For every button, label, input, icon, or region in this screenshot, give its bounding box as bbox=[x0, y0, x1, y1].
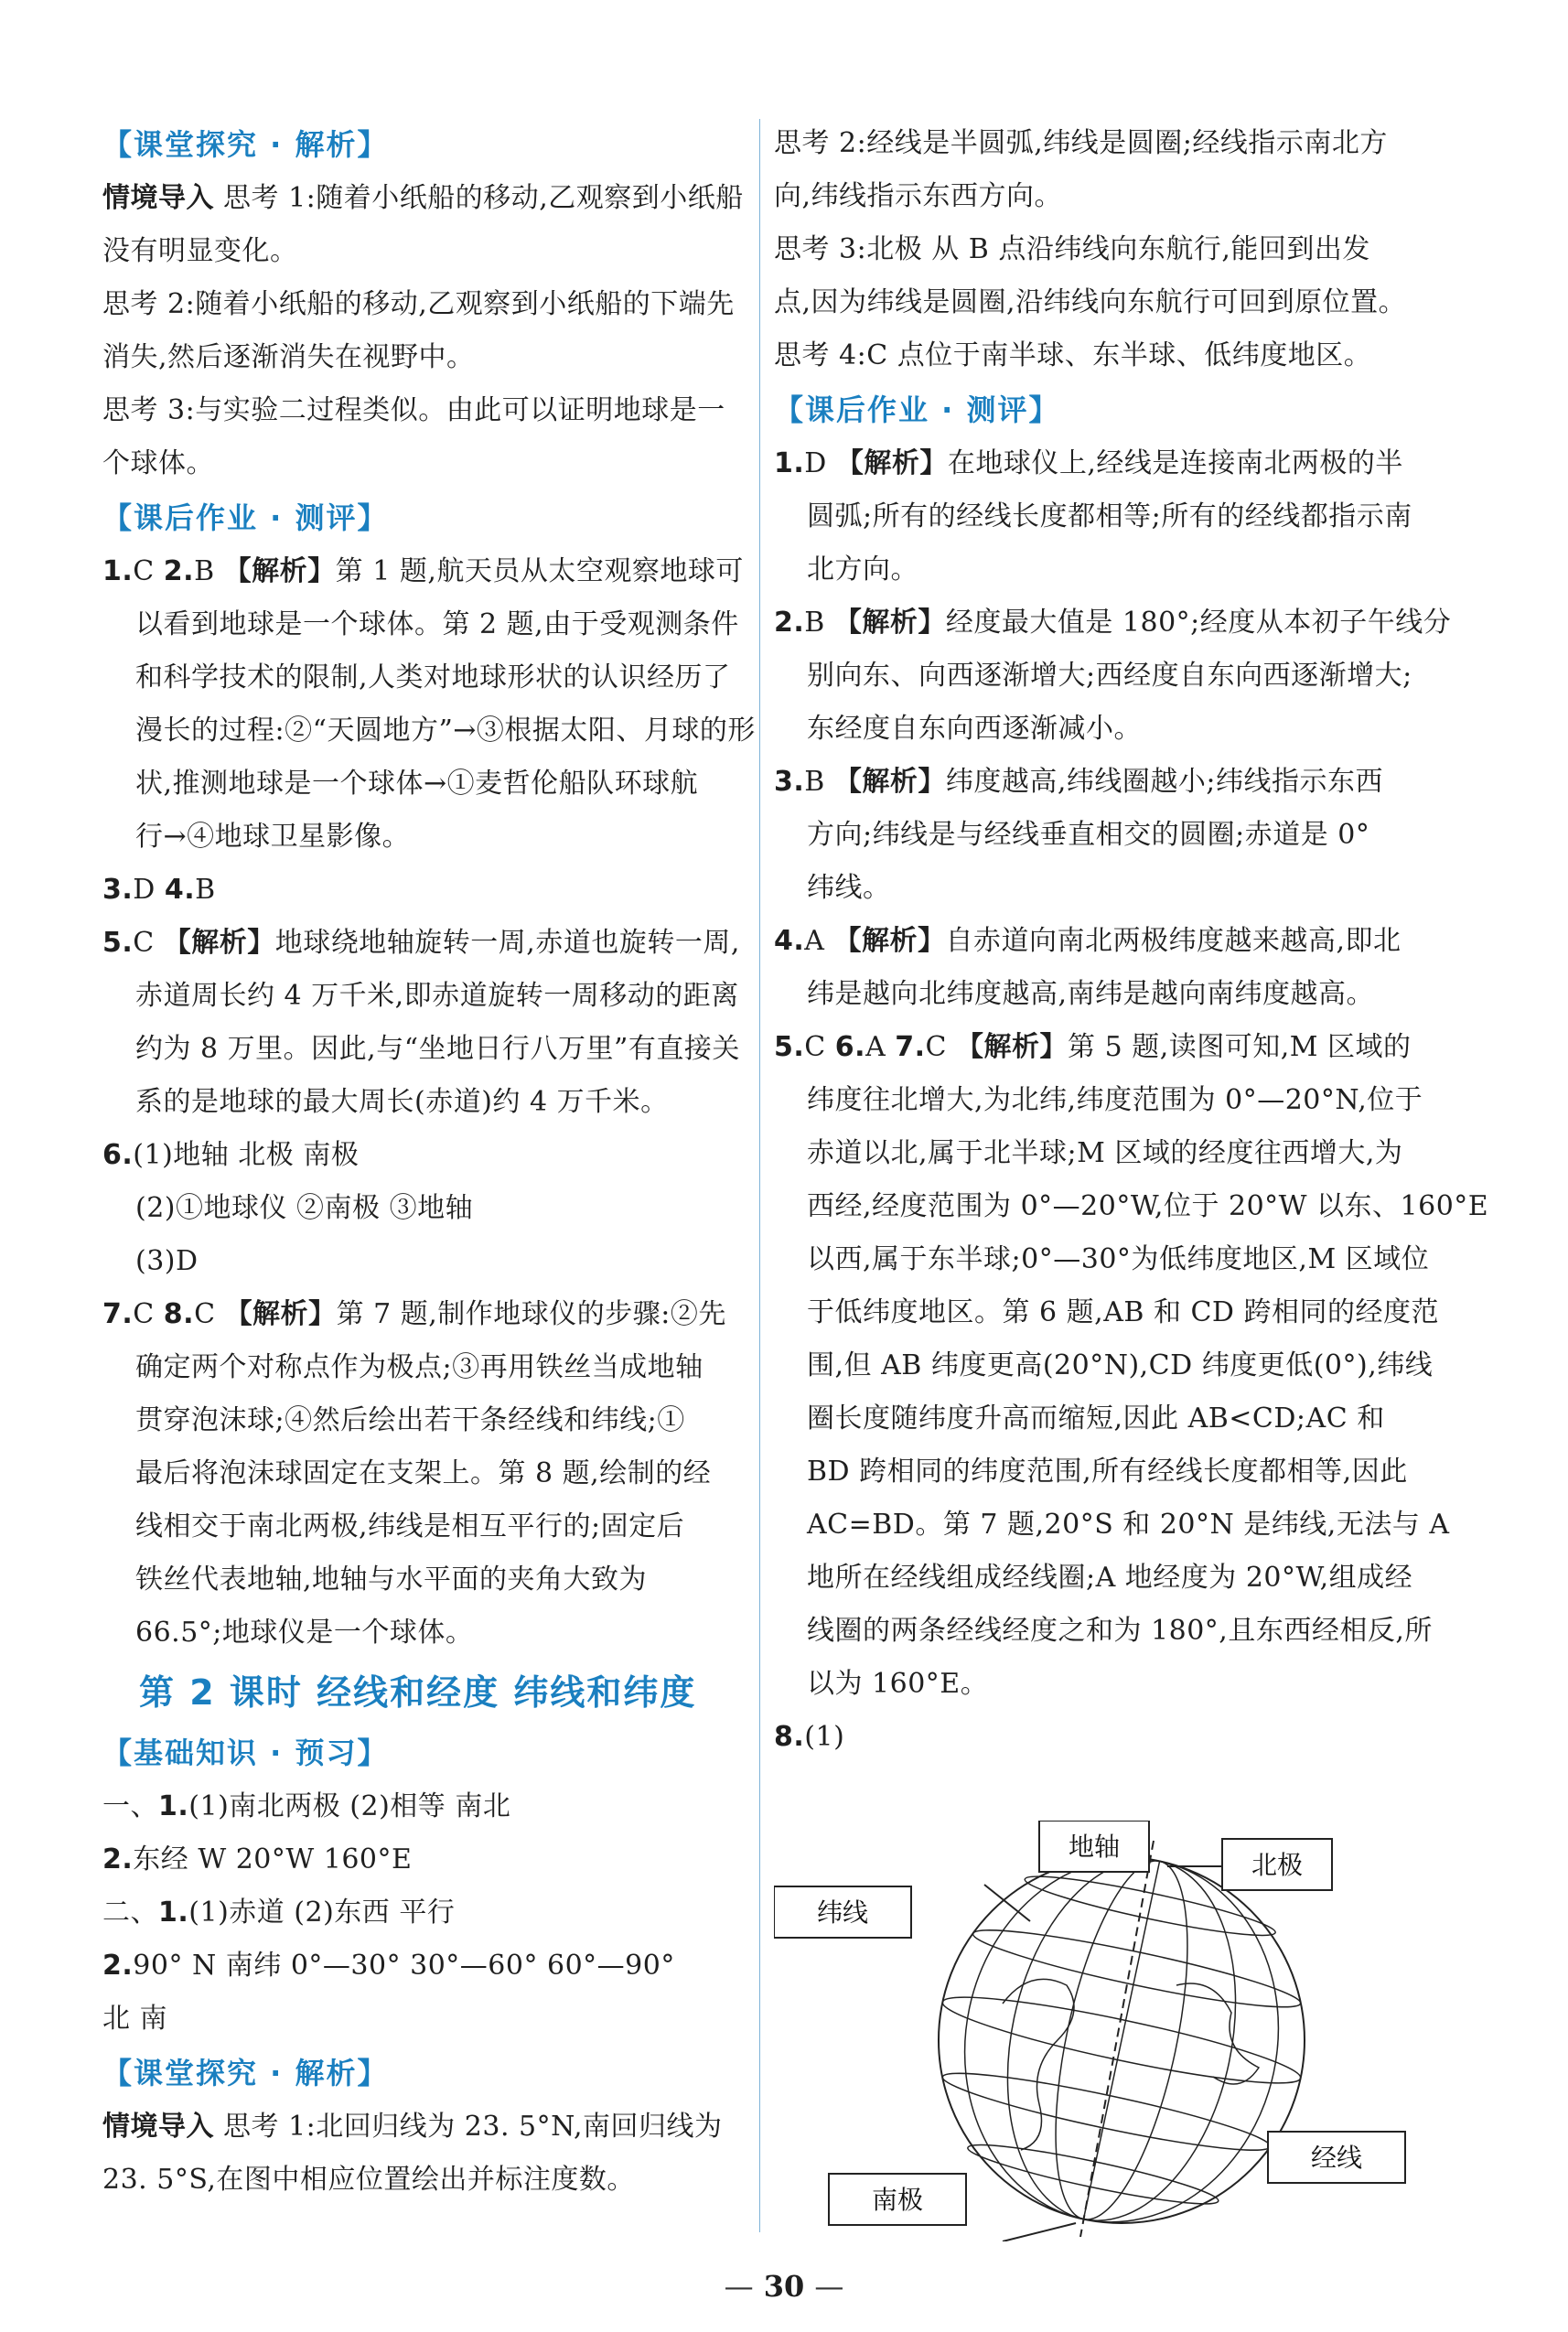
text-line bbox=[774, 1286, 1440, 1339]
line-text: 圆弧;所有的经线长度都相等;所有的经线都指示南 bbox=[807, 500, 1412, 532]
text-line bbox=[774, 1180, 1489, 1233]
text-line bbox=[774, 809, 1423, 862]
text-line bbox=[102, 2154, 743, 2207]
scenario-tag: 情境导入 bbox=[102, 182, 214, 214]
analysis-tag: 【解析】 bbox=[833, 925, 946, 957]
text-line bbox=[774, 329, 1423, 382]
line-text: A bbox=[804, 925, 834, 957]
text-line bbox=[102, 1500, 743, 1553]
text-line bbox=[102, 917, 743, 970]
item-number: 6. bbox=[102, 1139, 134, 1171]
analysis-tag: 【解析】 bbox=[833, 607, 946, 639]
line-text: 第 1 题,航天员从太空观察地球可 bbox=[335, 555, 744, 587]
line-text: D bbox=[133, 874, 165, 906]
text-line bbox=[774, 1552, 1423, 1605]
text-line bbox=[774, 862, 1423, 915]
line-text: 66.5°;地球仪是一个球体。 bbox=[135, 1617, 474, 1649]
line-text: C bbox=[133, 927, 164, 959]
left-column bbox=[102, 117, 756, 2207]
item-number: 8. bbox=[774, 1721, 805, 1753]
globe-diagram bbox=[774, 1821, 1433, 2241]
item-number: 1. bbox=[774, 447, 805, 479]
text-line bbox=[102, 598, 743, 651]
line-text: (1) bbox=[804, 1721, 845, 1753]
item-number: 2. bbox=[102, 1843, 134, 1875]
line-text: 线相交于南北两极,纬线是相互平行的;固定后 bbox=[135, 1510, 685, 1542]
line-text: 约为 8 万里。因此,与“坐地日行八万里”有直接关 bbox=[135, 1033, 740, 1065]
line-text: 以为 160°E。 bbox=[807, 1668, 989, 1700]
text-line bbox=[102, 331, 743, 384]
item-number: 2. bbox=[774, 607, 805, 639]
item-number: 1. bbox=[158, 1790, 189, 1822]
text-line bbox=[774, 276, 1423, 329]
line-text: 西经,经度范围为 0°—20°W,位于 20°W 以东、160°E bbox=[807, 1190, 1489, 1222]
text-line bbox=[774, 1021, 1423, 1074]
text-line bbox=[774, 596, 1452, 650]
line-text: 以看到地球是一个球体。第 2 题,由于受观测条件 bbox=[135, 608, 739, 640]
answer-text: B bbox=[194, 555, 224, 587]
column-divider bbox=[759, 119, 760, 2232]
text-line bbox=[102, 384, 743, 437]
label-latitude: 纬线 bbox=[816, 1897, 869, 1928]
text-line bbox=[102, 1780, 743, 1833]
line-text: 线圈的两条经线经度之和为 180°,且东西经相反,所 bbox=[807, 1615, 1433, 1647]
line-text: 思考 4:C 点位于南半球、东半球、低纬度地区。 bbox=[774, 339, 1372, 371]
line-text: 没有明显变化。 bbox=[102, 235, 298, 267]
line-text: AC=BD。第 7 题,20°S 和 20°N 是纬线,无法与 A bbox=[807, 1509, 1450, 1541]
text-line bbox=[102, 437, 743, 490]
text-line bbox=[774, 1499, 1450, 1552]
line-text: C bbox=[133, 555, 164, 587]
line-text: 纬度越高,纬线圈越小;纬线指示东西 bbox=[945, 766, 1384, 798]
text-line bbox=[102, 1607, 743, 1660]
text-line bbox=[774, 437, 1423, 490]
globe-svg bbox=[774, 1821, 1433, 2241]
line-text: B bbox=[804, 607, 834, 639]
text-line bbox=[774, 1711, 1423, 1764]
answer-text: C bbox=[194, 1298, 225, 1330]
line-text: C bbox=[133, 1298, 164, 1330]
line-text: 于低纬度地区。第 6 题,AB 和 CD 跨相同的经度范 bbox=[807, 1296, 1440, 1328]
line-text: 赤道周长约 4 万千米,即赤道旋转一周移动的距离 bbox=[135, 980, 739, 1012]
line-text: 铁丝代表地轴,地轴与水平面的夹角大致为 bbox=[135, 1564, 648, 1596]
line-text: 第 7 题,制作地球仪的步骤:②先 bbox=[336, 1298, 726, 1330]
item-number: 4. bbox=[774, 925, 805, 957]
line-text: 经度最大值是 180°;经度从本初子午线分 bbox=[945, 607, 1452, 639]
line-text: 向,纬线指示东西方向。 bbox=[774, 180, 1063, 212]
item-number: 7. bbox=[102, 1298, 134, 1330]
line-text: (1)赤道 (2)东西 平行 bbox=[188, 1897, 456, 1929]
page-number-value: 30 bbox=[763, 2269, 805, 2304]
answer-text: B bbox=[195, 874, 216, 906]
text-line bbox=[102, 970, 743, 1023]
text-line bbox=[102, 1447, 743, 1500]
text-line bbox=[102, 1076, 743, 1129]
line-text: (1)地轴 北极 南极 bbox=[133, 1139, 360, 1171]
answer-text: C bbox=[925, 1031, 957, 1063]
item-number: 3. bbox=[102, 874, 134, 906]
line-text: 90° N 南纬 0°—30° 30°—60° 60°—90° bbox=[133, 1950, 675, 1982]
text-line bbox=[102, 1394, 743, 1447]
line-text: BD 跨相同的纬度范围,所有经线长度都相等,因此 bbox=[807, 1456, 1408, 1488]
line-text: C bbox=[804, 1031, 835, 1063]
section-heading-homework-2: 【课后作业 · 测评】 bbox=[774, 392, 1060, 427]
text-line bbox=[102, 1129, 743, 1182]
line-text: 思考 3:与实验二过程类似。由此可以证明地球是一 bbox=[102, 394, 725, 426]
label-axis: 地轴 bbox=[1068, 1832, 1121, 1862]
text-line bbox=[774, 223, 1423, 276]
text-line bbox=[102, 1886, 743, 1940]
line-text: 第 5 题,读图可知,M 区域的 bbox=[1068, 1031, 1412, 1063]
text-line bbox=[774, 703, 1423, 756]
item-number: 3. bbox=[774, 766, 805, 798]
classroom-inquiry-block bbox=[102, 172, 743, 490]
item-number: 2. bbox=[102, 1950, 134, 1982]
line-text: 自赤道向南北两极纬度越来越高,即北 bbox=[945, 925, 1402, 957]
right-column bbox=[774, 117, 1489, 1764]
text-line bbox=[774, 1127, 1423, 1180]
line-text: 个球体。 bbox=[102, 447, 214, 479]
line-text: (2)①地球仪 ②南极 ③地轴 bbox=[135, 1192, 474, 1224]
line-text: 纬度往北增大,为北纬,纬度范围为 0°—20°N,位于 bbox=[807, 1084, 1423, 1116]
text-line bbox=[102, 1235, 743, 1288]
lesson-title: 第 2 课时 经线和经度 纬线和纬度 bbox=[139, 1672, 697, 1713]
text-line bbox=[774, 543, 1423, 596]
analysis-tag: 【解析】 bbox=[956, 1031, 1069, 1063]
text-line bbox=[102, 758, 743, 811]
analysis-tag: 【解析】 bbox=[224, 1298, 337, 1330]
item-number: 4. bbox=[164, 874, 196, 906]
item-number: 8. bbox=[163, 1298, 195, 1330]
line-text: 以西,属于东半球;0°—30°为低纬度地区,M 区域位 bbox=[807, 1243, 1430, 1275]
line-text: (1)南北两极 (2)相等 南北 bbox=[188, 1790, 511, 1822]
homework-block-2 bbox=[774, 437, 1489, 1764]
line-text: 漫长的过程:②“天圆地方”→③根据太阳、月球的形 bbox=[135, 715, 756, 747]
item-number: 1. bbox=[102, 555, 134, 587]
text-line bbox=[102, 1993, 743, 2046]
text-line bbox=[774, 490, 1423, 543]
line-text: 在地球仪上,经线是连接南北两极的半 bbox=[947, 447, 1403, 479]
line-text: 北 南 bbox=[102, 2003, 168, 2035]
text-line bbox=[102, 1288, 743, 1341]
text-line bbox=[774, 170, 1423, 223]
text-line bbox=[102, 278, 743, 331]
line-text: 纬线。 bbox=[807, 872, 891, 904]
line-text: 东经 W 20°W 160°E bbox=[133, 1843, 413, 1875]
line-text: 地所在经线组成经线圈;A 地经度为 20°W,组成经 bbox=[807, 1562, 1413, 1594]
line-text: 思考 2:经线是半圆弧,纬线是圆圈;经线指示南北方 bbox=[774, 127, 1388, 159]
text-line bbox=[774, 1233, 1430, 1286]
line-text: 点,因为纬线是圆圈,沿纬线向东航行可回到原位置。 bbox=[774, 286, 1407, 318]
item-number: 5. bbox=[102, 927, 134, 959]
homework-block bbox=[102, 545, 756, 1660]
text-line bbox=[102, 1341, 743, 1394]
text-line bbox=[774, 756, 1423, 809]
text-line bbox=[774, 968, 1423, 1021]
line-text: 思考 3:北极 从 B 点沿纬线向东航行,能回到出发 bbox=[774, 233, 1370, 265]
label-longitude: 经线 bbox=[1310, 2143, 1363, 2173]
item-number: 7. bbox=[895, 1031, 926, 1063]
analysis-tag: 【解析】 bbox=[223, 555, 336, 587]
text-line bbox=[774, 1658, 1423, 1711]
label-north-pole: 北极 bbox=[1251, 1850, 1304, 1880]
answer-text: A bbox=[865, 1031, 896, 1063]
item-number: 6. bbox=[834, 1031, 866, 1063]
text-line bbox=[102, 172, 743, 225]
text-line bbox=[774, 117, 1423, 170]
thinking-answers-block bbox=[774, 117, 1423, 382]
line-text: 行→④地球卫星影像。 bbox=[135, 821, 411, 853]
text-line bbox=[102, 225, 743, 278]
line-text: 地球绕地轴旋转一周,赤道也旋转一周, bbox=[274, 927, 740, 959]
line-text: (3)D bbox=[135, 1245, 199, 1277]
item-prefix: 一、 bbox=[102, 1790, 158, 1822]
line-text: D bbox=[804, 447, 836, 479]
section-heading-classroom-inquiry: 【课堂探究 · 解析】 bbox=[102, 127, 389, 162]
line-text: 和科学技术的限制,人类对地球形状的认识经历了 bbox=[135, 661, 731, 693]
line-text: 思考 1:北回归线为 23. 5°N,南回归线为 bbox=[214, 2111, 723, 2143]
text-line bbox=[102, 704, 756, 758]
line-text: 消失,然后逐渐消失在视野中。 bbox=[102, 341, 475, 373]
text-line bbox=[102, 811, 743, 864]
text-line bbox=[102, 651, 743, 704]
text-line bbox=[102, 864, 743, 917]
line-text: 围,但 AB 纬度更高(20°N),CD 纬度更低(0°),纬线 bbox=[807, 1349, 1434, 1381]
item-number: 2. bbox=[163, 555, 195, 587]
line-text: 别向东、向西逐渐增大;西经度自东向西逐渐增大; bbox=[807, 660, 1412, 692]
text-line bbox=[774, 1339, 1434, 1392]
text-line bbox=[774, 1392, 1423, 1445]
text-line bbox=[774, 650, 1423, 703]
line-text: 最后将泡沫球固定在支架上。第 8 题,绘制的经 bbox=[135, 1457, 712, 1489]
text-line bbox=[102, 1023, 743, 1076]
line-text: 思考 1:随着小纸船的移动,乙观察到小纸船 bbox=[214, 182, 744, 214]
line-text: 赤道以北,属于北半球;M 区域的经度往西增大,为 bbox=[807, 1137, 1403, 1169]
analysis-tag: 【解析】 bbox=[833, 766, 946, 798]
axis-line bbox=[1080, 1841, 1154, 2237]
section-heading-basic-knowledge: 【基础知识 · 预习】 bbox=[102, 1736, 389, 1770]
item-prefix: 二、 bbox=[102, 1897, 158, 1929]
text-line bbox=[102, 2101, 743, 2154]
line-text: 思考 2:随着小纸船的移动,乙观察到小纸船的下端先 bbox=[102, 288, 735, 320]
line-text: 北方向。 bbox=[807, 553, 918, 586]
scenario-tag: 情境导入 bbox=[102, 2111, 214, 2143]
line-text: 方向;纬线是与经线垂直相交的圆圈;赤道是 0° bbox=[807, 819, 1370, 851]
section-heading-homework: 【课后作业 · 测评】 bbox=[102, 500, 389, 535]
page-number: — 30 — bbox=[724, 2269, 844, 2304]
basic-knowledge-block bbox=[102, 1780, 743, 2046]
text-line bbox=[102, 545, 743, 598]
analysis-tag: 【解析】 bbox=[835, 447, 948, 479]
line-text: 23. 5°S,在图中相应位置绘出并标注度数。 bbox=[102, 2164, 635, 2196]
text-line bbox=[102, 1182, 743, 1235]
text-line bbox=[102, 1553, 743, 1607]
analysis-tag: 【解析】 bbox=[163, 927, 275, 959]
label-south-pole: 南极 bbox=[871, 2185, 924, 2215]
item-number: 1. bbox=[158, 1897, 189, 1929]
line-text: 状,推测地球是一个球体→①麦哲伦船队环球航 bbox=[135, 768, 699, 800]
line-text: 系的是地球的最大周长(赤道)约 4 万千米。 bbox=[135, 1086, 669, 1118]
line-text: 纬是越向北纬度越高,南纬是越向南纬度越高。 bbox=[807, 978, 1375, 1010]
text-line bbox=[102, 1833, 743, 1886]
line-text: 圈长度随纬度升高而缩短,因此 AB<CD;AC 和 bbox=[807, 1402, 1385, 1435]
text-line bbox=[774, 915, 1423, 968]
item-number: 5. bbox=[774, 1031, 805, 1063]
line-text: B bbox=[804, 766, 834, 798]
classroom-inquiry-block-2 bbox=[102, 2101, 743, 2207]
text-line bbox=[774, 1074, 1423, 1127]
text-line bbox=[774, 1605, 1433, 1658]
line-text: 确定两个对称点作为极点;③再用铁丝当成地轴 bbox=[135, 1351, 703, 1383]
section-heading-classroom-inquiry-2: 【课堂探究 · 解析】 bbox=[102, 2056, 389, 2090]
line-text: 东经度自东向西逐渐减小。 bbox=[807, 713, 1142, 745]
text-line bbox=[102, 1940, 743, 1993]
text-line bbox=[774, 1445, 1423, 1499]
line-text: 贯穿泡沫球;④然后绘出若干条经线和纬线;① bbox=[135, 1404, 685, 1436]
